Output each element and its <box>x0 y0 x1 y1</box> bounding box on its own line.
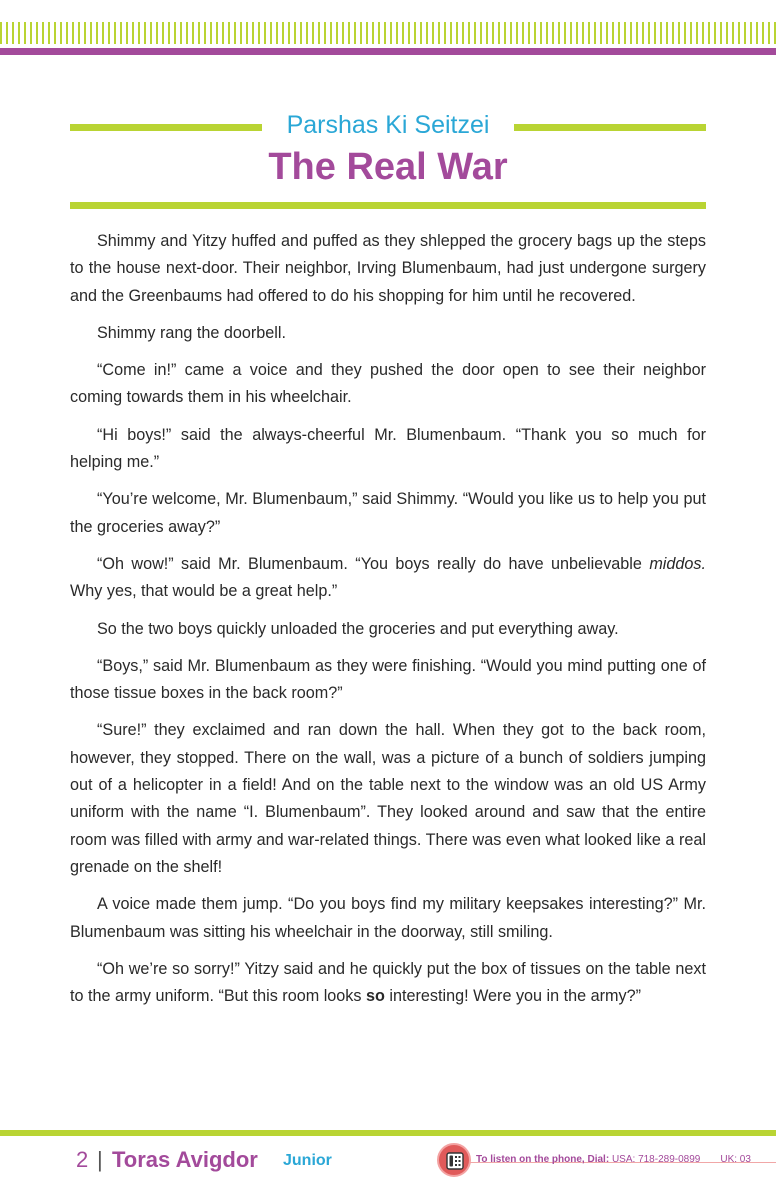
paragraph: “Boys,” said Mr. Blumenbaum as they were finishing. “Would you mind putting one of those tissue boxes in the back room?” <box>70 656 706 703</box>
title-bar-bottom <box>70 202 706 209</box>
footer-rule <box>0 1130 776 1136</box>
paragraph: “You’re welcome, Mr. Blumenbaum,” said Shimmy. “Would you like us to help you put the groceries away?” <box>70 490 706 536</box>
usa-label: USA: <box>611 1154 636 1165</box>
uk-label: UK: <box>720 1154 738 1165</box>
paragraph: So the two boys quickly unloaded the groceries and put everything away. <box>97 619 619 638</box>
paragraph: Shimmy and Yitzy huffed and puffed as they shlepped the grocery bags up the steps to the house next-door. Their neighbor, Irving Blumenbaum, had just undergone surgery and the Greenbaums had offered to do his shopping for him until he recovered. <box>70 232 706 305</box>
paragraph: “Come in!” came a voice and they pushed the door open to see their neighbor coming towards them in his wheelchair. <box>70 361 706 407</box>
paragraph-text: interesting! Were you in the army?” <box>384 987 642 1006</box>
paragraph: A voice made them jump. “Do you boys find my military keepsakes interesting?” Mr. Blumenbaum was sitting his wheelchair in the doorway, still smiling. <box>70 895 706 941</box>
parsha-subtitle: Parshas Ki Seitzei <box>286 111 490 139</box>
footer-separator: | <box>97 1147 103 1172</box>
article-header <box>70 108 706 210</box>
uk-number: 03 <box>739 1154 751 1165</box>
phone-listen-info <box>476 1153 751 1167</box>
phone-icon-graphic <box>446 1151 464 1171</box>
story-body <box>70 228 706 1020</box>
paragraph-text: “Oh wow!” said Mr. Blumenbaum. “You boys really do have unbelievable <box>97 554 650 573</box>
paragraph <box>70 551 706 606</box>
paragraph: Shimmy rang the doorbell. <box>97 323 286 342</box>
phone-icon <box>437 1143 471 1177</box>
listen-label: To listen on the phone, Dial: <box>476 1154 610 1165</box>
italic-word: middos. <box>649 554 706 573</box>
usa-number: 718-289-0899 <box>638 1154 701 1165</box>
paragraph-text: “Oh we’re so sorry!” Yitzy said and he quickly put the box of tissues on the table next to the army uniform. “But this room looks <box>70 959 706 1006</box>
top-decorative-ticks <box>0 22 776 44</box>
paragraph: “Sure!” they exclaimed and ran down the hall. When they got to the back room, however, they stopped. There on the wall, was a picture of a bunch of soldiers jumping out of a helicopter in a field! And on the table next to the window was an old US Army uniform with the name “I. Blumenbaum”. They looked around and saw that the entire room was filled with army and war-related things. There was even what looked like a real grenade on the shelf! <box>70 721 706 876</box>
brand-sub: Junior <box>283 1152 332 1169</box>
brand-name: Toras Avigdor <box>112 1147 258 1172</box>
page-number: 2 <box>76 1147 89 1172</box>
paragraph: “Hi boys!” said the always-cheerful Mr. Blumenbaum. “Thank you so much for helping me.” <box>70 425 706 472</box>
bold-word: so <box>365 987 385 1006</box>
top-rule <box>0 48 776 55</box>
paragraph <box>70 956 706 1011</box>
paragraph-text: Why yes, that would be a great help.” <box>70 582 338 601</box>
page-title: The Real War <box>268 146 508 188</box>
